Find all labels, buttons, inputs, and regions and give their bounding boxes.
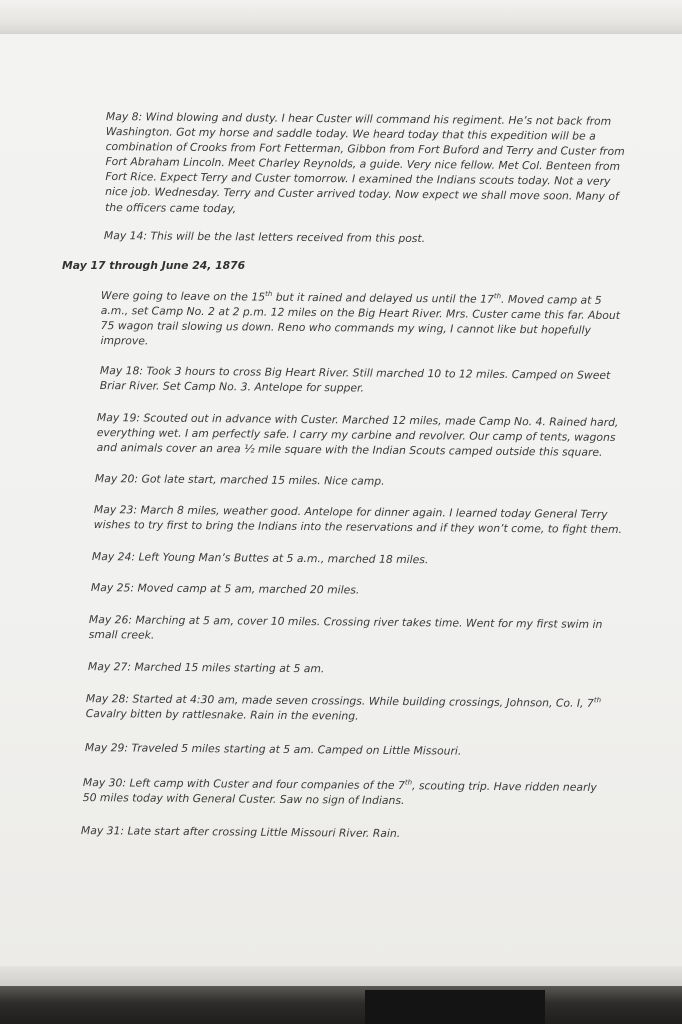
text-line: 75 wagon trail slowing us down. Reno who commands my wing, I cannot like but hopefully	[100, 319, 592, 337]
text-line: May 18: Took 3 hours to cross Big Heart River. Still marched 10 to 12 miles. Camped on Sweet	[99, 363, 611, 382]
text-fragment: but it rained and delayed us until the 17	[272, 290, 494, 306]
entry-may-27	[88, 659, 325, 676]
text-line: Briar River. Set Camp No. 3. Antelope for supper.	[99, 379, 365, 395]
text-line: the officers came today,	[104, 200, 237, 215]
entry-may-25	[91, 580, 360, 598]
text-line: May 24: Left Young Man’s Buttes at 5 a.m., marched 18 miles.	[91, 549, 429, 567]
text-line: May 23: March 8 miles, weather good. Antelope for dinner again. I learned today General Terry	[93, 502, 608, 521]
text-line: May 14: This will be the last letters received from this post.	[103, 228, 426, 246]
entry-may-19	[97, 410, 619, 460]
text-line: May 25: Moved camp at 5 am, marched 20 miles.	[90, 580, 360, 597]
ordinal-suffix: th	[493, 292, 502, 301]
text-line: May 31: Late start after crossing Little Missouri River. Rain.	[80, 823, 401, 841]
text-line: Cavalry bitten by rattlesnake. Rain in the evening.	[85, 707, 359, 723]
entry-may-17	[100, 288, 620, 353]
text-line: 50 miles today with General Custer. Saw no sign of Indians.	[82, 791, 405, 808]
entry-may-23	[94, 502, 623, 537]
text-line: and animals cover an area ½ mile square with the Indian Scouts camped outside this square.	[96, 441, 603, 460]
entry-may-28	[86, 691, 601, 726]
entry-may-20	[95, 471, 385, 489]
entry-may-29	[85, 740, 462, 759]
text-line: improve.	[100, 334, 149, 348]
ordinal-suffix: th	[593, 696, 602, 705]
entry-may-30	[83, 775, 597, 810]
text-fragment: Were going to leave on the 15	[100, 288, 266, 304]
text-line: May 19: Scouted out in advance with Custer. Marched 12 miles, made Camp No. 4. Rained hard,	[96, 410, 619, 430]
text-line: everything wet. I am perfectly safe. I carry my carbine and revolver. Our camp of tents, wagons	[96, 426, 616, 445]
ordinal-suffix: th	[404, 778, 413, 787]
text-line: Washington. Got my horse and saddle today. We heard today that this expedition will be a	[105, 125, 596, 143]
text-line: combination of Crooks from Fort Fetterman, Gibbon from Fort Buford and Terry and Custer from	[105, 140, 625, 159]
text-line: nice job. Wednesday. Terry and Custer arrived today. Now expect we shall move soon. Many of	[105, 185, 619, 204]
text-line: wishes to try first to bring the Indians into the reservations and if they won’t come, to fight them.	[93, 518, 623, 537]
text-line: May 20: Got late start, marched 15 miles. Nice camp.	[94, 471, 385, 488]
section-heading: May 17 through June 24, 1876	[62, 259, 246, 272]
text-line: a.m., set Camp No. 2 at 2 p.m. 12 miles on the Big Heart River. Mrs. Custer came this far. About	[100, 304, 621, 323]
text-fragment: May 28: Started at 4:30 am, made seven crossings. While building crossings, Johnson, Co. I, 7	[85, 691, 594, 710]
entry-may-18	[100, 363, 611, 398]
text-line: May 8: Wind blowing and dusty. I hear Custer will command his regiment. He’s not back from	[105, 109, 612, 128]
text-line: Fort Rice. Expect Terry and Custer tomorrow. I examined the Indians scouts today. Not a very	[105, 170, 611, 189]
text-line: May 26: Marching at 5 am, cover 10 miles. Crossing river takes time. Went for my first swim in	[88, 612, 603, 631]
entry-may-24	[92, 549, 429, 567]
entry-may-8	[105, 109, 625, 220]
text-line: small creek.	[88, 628, 155, 642]
ordinal-suffix: th	[265, 289, 273, 299]
text-fragment: . Moved camp at 5	[501, 292, 602, 307]
text-fragment: , scouting trip. Have ridden nearly	[411, 779, 597, 794]
entry-may-14	[104, 228, 425, 246]
text-line: May 29: Traveled 5 miles starting at 5 am. Camped on Little Missouri.	[84, 740, 462, 758]
entry-may-31	[81, 823, 400, 841]
entry-may-26	[89, 612, 603, 647]
text-line: May 27: Marched 15 miles starting at 5 am.	[87, 659, 325, 676]
text-line: Fort Abraham Lincoln. Meet Charley Reynolds, a guide. Very nice fellow. Met Col. Benteen from	[105, 155, 621, 174]
text-fragment: May 30: Left camp with Custer and four companies of the 7	[82, 775, 405, 793]
